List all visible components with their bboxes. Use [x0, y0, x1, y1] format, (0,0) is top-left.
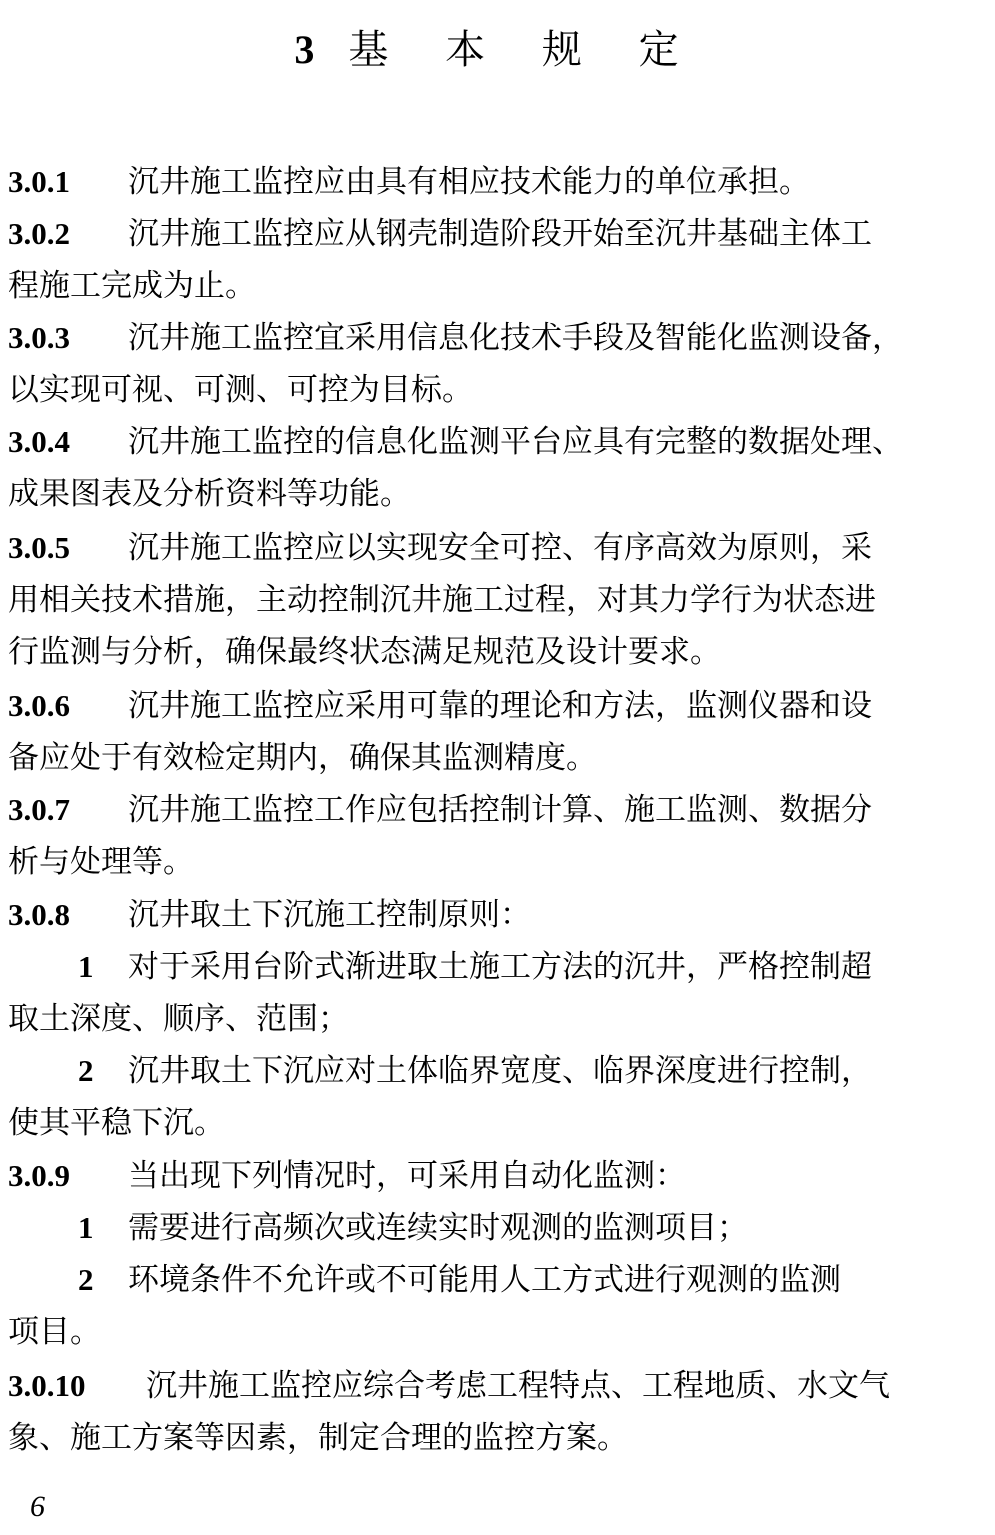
clause-text: 成果图表及分析资料等功能。	[8, 476, 411, 512]
page-number: 6	[30, 1490, 45, 1523]
clause-continuation	[8, 1306, 988, 1358]
clause-text: 用相关技术措施，主动控制沉井施工过程，对其力学行为状态进	[8, 582, 876, 618]
clause-number: 3.0.9	[8, 1158, 70, 1193]
clause-continuation	[8, 260, 988, 312]
clause-text: 析与处理等。	[8, 844, 194, 880]
clause-continuation	[8, 1412, 988, 1464]
clause-text: 沉井取土下沉施工控制原则：	[128, 897, 531, 933]
item-text: 需要进行高频次或连续实时观测的监测项目；	[128, 1210, 748, 1246]
clause-number: 3.0.6	[8, 688, 70, 723]
clause-3-0-7	[8, 784, 988, 836]
clause-text: 当出现下列情况时，可采用自动化监测：	[128, 1158, 686, 1194]
clause-text: 沉井施工监控的信息化监测平台应具有完整的数据处理、	[128, 424, 903, 460]
clause-number: 3.0.4	[8, 424, 70, 459]
clause-text: 备应处于有效检定期内，确保其监测精度。	[8, 740, 597, 776]
item-text: 使其平稳下沉。	[8, 1105, 225, 1141]
clause-number: 3.0.7	[8, 792, 70, 827]
clause-3-0-8	[8, 889, 988, 941]
clause-text: 程施工完成为止。	[8, 268, 256, 304]
item-text: 取土深度、顺序、范围；	[8, 1001, 349, 1037]
clause-continuation	[8, 732, 988, 784]
clause-text: 行监测与分析，确保最终状态满足规范及设计要求。	[8, 634, 721, 670]
clause-text: 沉井施工监控应从钢壳制造阶段开始至沉井基础主体工	[128, 216, 872, 252]
clause-continuation	[8, 364, 988, 416]
clause-3-0-4	[8, 416, 988, 468]
clause-continuation	[8, 993, 988, 1045]
clause-number: 3.0.8	[8, 897, 70, 932]
chapter-number: 3	[294, 27, 315, 72]
chapter-title	[0, 22, 995, 78]
item-text: 环境条件不允许或不可能用人工方式进行观测的监测	[128, 1262, 841, 1298]
chapter-title-text: 基 本 规 定	[348, 27, 701, 73]
item-number: 2	[78, 1262, 94, 1297]
clause-3-0-2	[8, 208, 988, 260]
clause-continuation	[8, 626, 988, 678]
item-text: 沉井取土下沉应对土体临界宽度、临界深度进行控制，	[128, 1053, 872, 1089]
clause-item	[8, 1045, 988, 1097]
clause-number: 3.0.1	[8, 164, 70, 199]
clause-3-0-10	[8, 1360, 988, 1412]
clause-text: 沉井施工监控宜采用信息化技术手段及智能化监测设备，	[128, 320, 903, 356]
clause-3-0-9	[8, 1150, 988, 1202]
clause-text: 沉井施工监控工作应包括控制计算、施工监测、数据分	[128, 792, 872, 828]
clause-item	[8, 1254, 988, 1306]
clause-text: 象、施工方案等因素，制定合理的监控方案。	[8, 1420, 628, 1456]
clause-number: 3.0.2	[8, 216, 70, 251]
clause-3-0-6	[8, 680, 988, 732]
clause-continuation	[8, 574, 988, 626]
item-number: 1	[78, 1210, 94, 1245]
clause-continuation	[8, 836, 988, 888]
clause-number: 3.0.5	[8, 530, 70, 565]
item-text: 项目。	[8, 1314, 101, 1350]
clause-text: 沉井施工监控应综合考虑工程特点、工程地质、水文气	[146, 1368, 890, 1404]
clause-continuation	[8, 1097, 988, 1149]
clause-item	[8, 941, 988, 993]
clause-number: 3.0.3	[8, 320, 70, 355]
clause-text: 沉井施工监控应由具有相应技术能力的单位承担。	[128, 164, 810, 200]
clause-text: 沉井施工监控应采用可靠的理论和方法，监测仪器和设	[128, 688, 872, 724]
clause-3-0-1	[8, 156, 988, 208]
item-number: 2	[78, 1053, 94, 1088]
clause-item	[8, 1202, 988, 1254]
clause-continuation	[8, 468, 988, 520]
item-number: 1	[78, 949, 94, 984]
clause-3-0-5	[8, 522, 988, 574]
clause-3-0-3	[8, 312, 988, 364]
item-text: 对于采用台阶式渐进取土施工方法的沉井，严格控制超	[128, 949, 872, 985]
clause-text: 沉井施工监控应以实现安全可控、有序高效为原则，采	[128, 530, 872, 566]
clause-text: 以实现可视、可测、可控为目标。	[8, 372, 473, 408]
clause-number: 3.0.10	[8, 1368, 86, 1403]
